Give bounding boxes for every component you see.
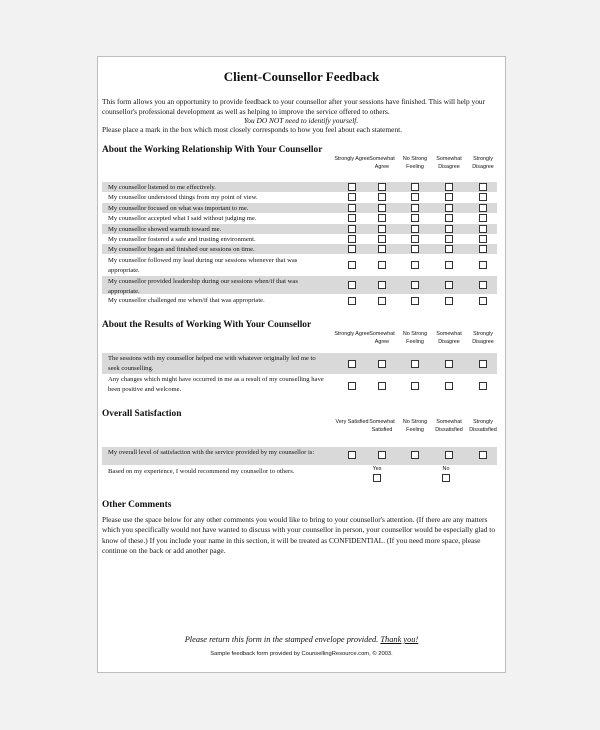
response-checkbox[interactable] — [411, 235, 419, 243]
response-checkbox[interactable] — [348, 225, 356, 233]
scale-column-label: No Strong Feeling — [402, 156, 428, 170]
scale-column-label: Strongly Disagree — [472, 156, 494, 170]
response-checkbox[interactable] — [445, 382, 453, 390]
scale-column-label: Strongly Agree — [334, 331, 370, 337]
response-checkbox[interactable] — [348, 235, 356, 243]
question-statement: My counsellor began and finished our sessions on time. — [108, 246, 255, 253]
recommend-checkbox[interactable] — [442, 474, 450, 482]
return-text: Please return this form in the stamped envelope provided. — [184, 635, 379, 644]
feedback-form-page — [97, 56, 506, 673]
response-checkbox[interactable] — [378, 245, 386, 253]
scale-header-satisfied — [98, 419, 505, 449]
return-instructions — [98, 635, 505, 644]
question-statement: My counsellor accepted what I said without judging me. — [108, 215, 257, 222]
response-checkbox[interactable] — [378, 451, 386, 459]
response-checkbox[interactable] — [378, 235, 386, 243]
response-checkbox[interactable] — [411, 214, 419, 222]
response-checkbox[interactable] — [479, 297, 487, 305]
response-checkbox[interactable] — [348, 214, 356, 222]
response-checkbox[interactable] — [479, 245, 487, 253]
section-heading-working-relationship: About the Working Relationship With Your Counsellor — [102, 145, 323, 155]
response-checkbox[interactable] — [378, 193, 386, 201]
question-row — [102, 213, 497, 223]
response-checkbox[interactable] — [445, 297, 453, 305]
question-statement: My counsellor listened to me effectively. — [108, 184, 216, 191]
response-checkbox[interactable] — [348, 360, 356, 368]
response-checkbox[interactable] — [378, 360, 386, 368]
response-checkbox[interactable] — [378, 261, 386, 269]
question-row — [102, 295, 497, 307]
question-row — [102, 374, 497, 398]
response-checkbox[interactable] — [479, 451, 487, 459]
response-checkbox[interactable] — [411, 297, 419, 305]
scale-column-label: Very Satisfied — [335, 419, 369, 425]
scale-column-label: Somewhat Agree — [369, 331, 395, 345]
scale-column-label: Somewhat Disagree — [436, 156, 462, 170]
response-checkbox[interactable] — [445, 225, 453, 233]
scale-column-label: Somewhat Dissatisfied — [435, 419, 463, 433]
recommend-checkbox[interactable] — [373, 474, 381, 482]
question-row — [102, 466, 497, 488]
response-checkbox[interactable] — [411, 281, 419, 289]
response-checkbox[interactable] — [378, 382, 386, 390]
instructions-text: Please place a mark in the box which most closely corresponds to how you feel about each statement. — [102, 125, 403, 134]
response-checkbox[interactable] — [445, 235, 453, 243]
question-row — [102, 244, 497, 254]
question-statement: My overall level of satisfaction with the service provided by my counsellor is: — [108, 449, 315, 456]
response-checkbox[interactable] — [445, 451, 453, 459]
response-checkbox[interactable] — [411, 225, 419, 233]
question-statement: My counsellor followed my lead during our sessions whenever that was appropriate. — [108, 257, 298, 274]
response-checkbox[interactable] — [411, 193, 419, 201]
response-checkbox[interactable] — [445, 193, 453, 201]
response-checkbox[interactable] — [479, 360, 487, 368]
response-checkbox[interactable] — [378, 297, 386, 305]
response-checkbox[interactable] — [378, 204, 386, 212]
question-row — [102, 224, 497, 234]
question-row — [102, 203, 497, 213]
form-title: Client-Counsellor Feedback — [223, 69, 380, 84]
response-checkbox[interactable] — [378, 225, 386, 233]
intro-text: This form allows you an opportunity to provide feedback to your counsellor after your sessions have finished. This will help your counsellor's professional development as well as helping to improve the service offered to others. — [102, 97, 486, 116]
response-checkbox[interactable] — [411, 261, 419, 269]
section-heading-other-comments: Other Comments — [102, 500, 172, 510]
question-statement: Based on my experience, I would recommend my counsellor to others. — [108, 468, 295, 475]
response-checkbox[interactable] — [348, 204, 356, 212]
question-statement: My counsellor understood things from my point of view. — [108, 194, 258, 201]
question-row — [102, 353, 497, 374]
response-checkbox[interactable] — [479, 183, 487, 191]
response-checkbox[interactable] — [348, 382, 356, 390]
response-checkbox[interactable] — [348, 245, 356, 253]
response-checkbox[interactable] — [411, 183, 419, 191]
section-heading-overall-satisfaction: Overall Satisfaction — [102, 409, 182, 419]
scale-column-label: Somewhat Disagree — [436, 331, 462, 345]
question-statement: My counsellor challenged me when/if that was appropriate. — [108, 297, 265, 304]
question-row — [102, 255, 497, 275]
response-checkbox[interactable] — [479, 193, 487, 201]
response-checkbox[interactable] — [445, 261, 453, 269]
anonymity-note: You DO NOT need to identify yourself. — [243, 116, 359, 125]
question-statement: My counsellor provided leadership during our sessions when/if that was appropriate. — [108, 278, 298, 295]
question-row — [102, 447, 497, 465]
scale-column-label: Strongly Disagree — [472, 331, 494, 345]
response-checkbox[interactable] — [479, 261, 487, 269]
recommend-option-label: No — [442, 466, 450, 472]
question-statement: My counsellor fostered a safe and trusting environment. — [108, 236, 256, 243]
scale-column-label: Strongly Dissatisfied — [469, 419, 497, 433]
response-checkbox[interactable] — [378, 214, 386, 222]
question-row — [102, 192, 497, 202]
response-checkbox[interactable] — [411, 360, 419, 368]
question-statement: The sessions with my counsellor helped me with whatever originally led me to seek counselling. — [108, 355, 316, 372]
response-checkbox[interactable] — [348, 183, 356, 191]
thank-you-text: Thank you! — [380, 635, 419, 644]
response-checkbox[interactable] — [348, 193, 356, 201]
response-checkbox[interactable] — [411, 245, 419, 253]
response-checkbox[interactable] — [348, 297, 356, 305]
other-comments-instructions: Please use the space below for any other comments you would like to bring to your counsellor's attention. (If there are any matters which you specifically would not have wanted to discuss with your counsellor in person, your counsellor would be especially glad to know of these.) If you include your name in this section, it will be treated as CONFIDENTIAL. (If you need more space, please continue on the back or add another page. — [102, 515, 496, 556]
response-checkbox[interactable] — [348, 281, 356, 289]
question-statement: Any changes which might have occurred in me as a result of my counselling have been positive and welcome. — [108, 376, 324, 393]
response-checkbox[interactable] — [445, 214, 453, 222]
question-row — [102, 276, 497, 294]
response-checkbox[interactable] — [445, 360, 453, 368]
scale-column-label: No Strong Feeling — [402, 419, 428, 433]
section-heading-results: About the Results of Working With Your Counsellor — [102, 320, 312, 330]
response-checkbox[interactable] — [479, 214, 487, 222]
question-statement: My counsellor showed warmth toward me. — [108, 226, 222, 233]
response-checkbox[interactable] — [378, 183, 386, 191]
response-checkbox[interactable] — [445, 281, 453, 289]
response-checkbox[interactable] — [479, 225, 487, 233]
response-checkbox[interactable] — [411, 204, 419, 212]
scale-column-label: Strongly Agree — [334, 156, 370, 162]
response-checkbox[interactable] — [479, 204, 487, 212]
response-checkbox[interactable] — [411, 451, 419, 459]
response-checkbox[interactable] — [445, 183, 453, 191]
scale-column-label: Somewhat Agree — [369, 156, 395, 170]
scale-column-label: No Strong Feeling — [402, 331, 428, 345]
response-checkbox[interactable] — [445, 204, 453, 212]
response-checkbox[interactable] — [479, 382, 487, 390]
recommend-option-label: Yes — [372, 466, 382, 472]
response-checkbox[interactable] — [348, 261, 356, 269]
response-checkbox[interactable] — [445, 245, 453, 253]
question-statement: My counsellor focused on what was important to me. — [108, 205, 249, 212]
response-checkbox[interactable] — [479, 235, 487, 243]
response-checkbox[interactable] — [479, 281, 487, 289]
response-checkbox[interactable] — [348, 451, 356, 459]
question-row — [102, 182, 497, 192]
scale-column-label: Somewhat Satisfied — [369, 419, 395, 433]
sample-credit: Sample feedback form provided by CounsellingResource.com, © 2003. — [210, 651, 393, 657]
question-row — [102, 234, 497, 244]
response-checkbox[interactable] — [378, 281, 386, 289]
response-checkbox[interactable] — [411, 382, 419, 390]
